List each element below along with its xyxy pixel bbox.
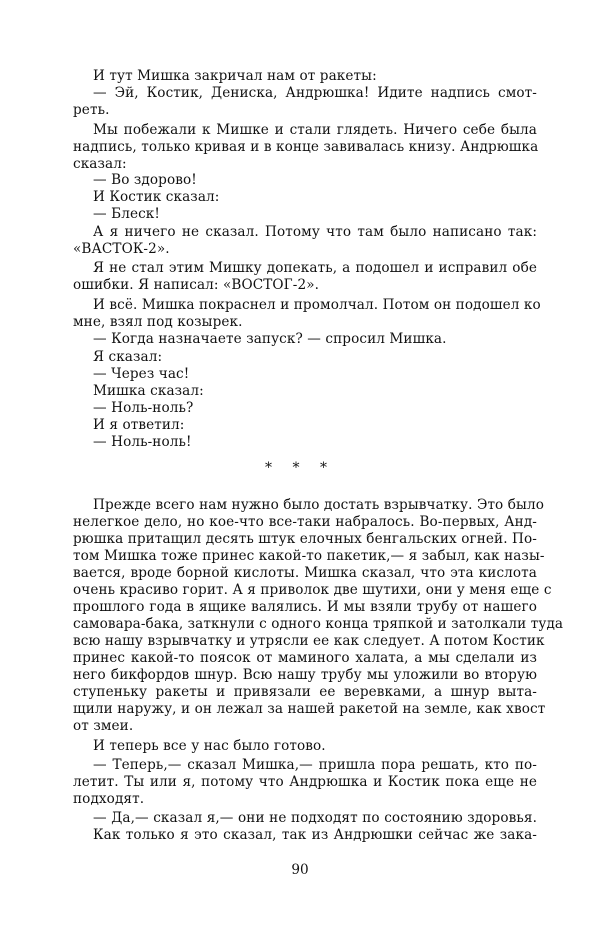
text-line: самовара-бака, заткнули с одного конца тряпкой и затолкали туда (73, 616, 564, 632)
text-line: нелегкое дело, но кое-что все-таки набралось. Во-первых, Анд- (73, 514, 537, 530)
text-line: том Мишка тоже принес какой-то пакетик,— я забыл, как назы- (73, 548, 545, 564)
text-line: ступеньку ракеты и привязали ее веревками, а шнур выта- (73, 684, 537, 700)
text-line: подходят. (73, 791, 145, 807)
text-line: — Блеск! (93, 206, 160, 222)
text-line: — Ноль-ноль? (93, 400, 194, 416)
text-line: всю нашу взрывчатку и утрясли ее как следует. А потом Костик (73, 633, 545, 649)
text-line: — Во здорово! (93, 172, 197, 188)
text-line: мне, взял под козырек. (73, 314, 243, 330)
text-line: — Через час! (93, 366, 190, 382)
text-line: надпись, только кривая и в конце завивалась книзу. Андрюшка (73, 139, 539, 155)
text-line: — Теперь,— сказал Мишка,— пришла пора решать, кто по- (93, 757, 537, 773)
text-line: И теперь все у нас было готово. (93, 738, 326, 754)
text-line: вается, вроде борной кислоты. Мишка сказал, что эта кислота (73, 565, 537, 581)
text-line: летит. Ты или я, потому что Андрюшка и Костик пока еще не (73, 774, 537, 790)
text-line: Я сказал: (93, 349, 163, 365)
text-line: А я ничего не сказал. Потому что там было написано так: (93, 224, 537, 240)
text-line: сказал: (73, 156, 127, 172)
text-line: принес какой-то поясок от маминого халата, а мы сделали из (73, 650, 537, 666)
text-line: И Костик сказал: (93, 189, 220, 205)
text-line: — Эй, Костик, Дениска, Андрюшка! Идите надпись смот- (93, 85, 537, 101)
text-line: И я ответил: (93, 417, 185, 433)
text-line: реть. (73, 102, 110, 118)
text-line: «ВАСТОК-2». (73, 241, 170, 257)
text-line: Я не стал этим Мишку допекать, а подошел и исправил обе (93, 260, 537, 276)
text-line: — Ноль-ноль! (93, 434, 192, 450)
text-line: очень красиво горит. А я приволок две шутихи, они у меня еще с (73, 582, 552, 598)
text-line: — Когда назначаете запуск? — спросил Мишка. (93, 331, 447, 347)
text-line: И всё. Мишка покраснел и промолчал. Потом он подошел ко (93, 297, 541, 313)
text-line: него бикфордов шнур. Всю нашу трубу мы уложили во вторую (73, 667, 537, 683)
text-line: прошлого года в ящике валялись. И мы взяли трубу от нашего (73, 599, 537, 615)
text-line: Прежде всего нам нужно было достать взрывчатку. Это было (93, 497, 544, 513)
section-separator: * * * (265, 460, 335, 476)
text-line: Мишка сказал: (93, 383, 204, 399)
text-line: щили наружу, и он лежал за нашей ракетой на земле, как хвост (73, 701, 546, 717)
page-number: 90 (291, 862, 309, 878)
text-line: рюшка притащил десять штук елочных бенгальских огней. По- (73, 531, 537, 547)
text-line: Как только я это сказал, так из Андрюшки сейчас же зака- (93, 827, 537, 843)
text-line: И тут Мишка закричал нам от ракеты: (93, 68, 377, 84)
text-line: — Да,— сказал я,— они не подходят по состоянию здоровья. (93, 810, 537, 826)
text-line: Мы побежали к Мишке и стали глядеть. Ничего себе была (93, 122, 537, 138)
text-line: ошибки. Я написал: «ВОСТОГ-2». (73, 277, 320, 293)
text-line: от змеи. (73, 718, 134, 734)
